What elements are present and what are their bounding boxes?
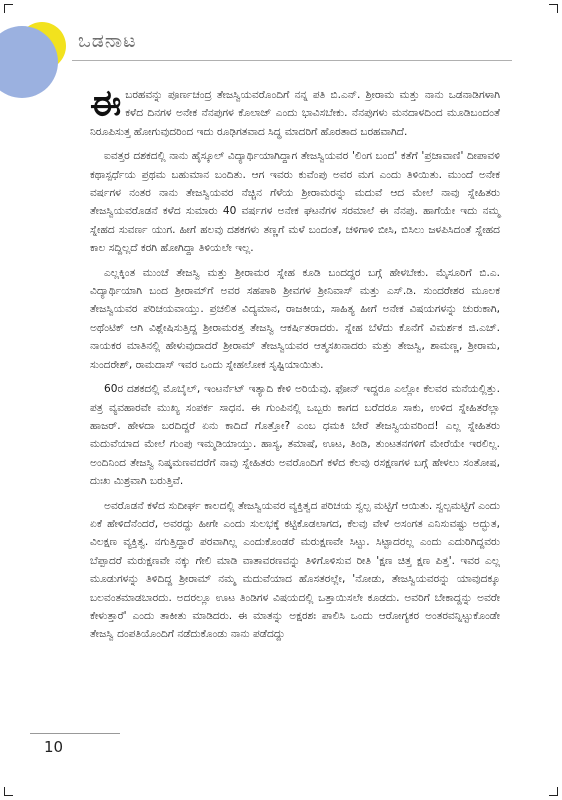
article-body (90, 83, 500, 650)
page-number: 10 (44, 738, 64, 756)
crop-mark-bottom-right (549, 787, 558, 796)
decorative-circles (0, 0, 70, 110)
crop-mark-top-right (549, 4, 558, 13)
page-header-title: ಒಡನಾಟ (78, 30, 137, 52)
paragraph-5: ಅವರೊಡನೆ ಕಳೆದ ಸುದೀರ್ಘ ಕಾಲದಲ್ಲಿ ತೇಜಸ್ವಿಯವರ ವ್ಯಕ್ತಿತ್ವದ ಪರಿಚಯ ಸ್ವಲ್ಪ ಮಟ್ಟಿಗೆ ಆಯಿತು. ಸ್ವಲ್ಪಮಟ್ಟಿಗೆ ಎಂದು ಏಕೆ ಹೇಳಿದೆನೆಂದರೆ, ಅವರದ್ದು ಹೀಗೇ ಎಂದು ಸುಲಭಕ್ಕೆ ಕಟ್ಟಿಕೊಡಲಾಗದ, ಕೆಲವು ವೇಳೆ ಅಸಂಗತ ಎನಿಸುವಷ್ಟು ಅದ್ಭುತ, ವಿಲಕ್ಷಣ ವ್ಯಕ್ತಿತ್ವ. ನಗುತ್ತಿದ್ದಾರೆ ಪರವಾಗಿಲ್ಲ ಎಂದುಕೊಂಡರೆ ಮರುಕ್ಷಣವೇ ಸಿಟ್ಟು. ಸಿಟ್ಟಾದರಲ್ಲ ಎಂದು ಎದುರಿಗಿದ್ದವರು ಬೆಪ್ಪಾದರೆ ಮರುಕ್ಷಣವೇ ನಕ್ಕು ಗೇಲಿ ಮಾಡಿ ವಾತಾವರಣವನ್ನು ತಿಳಿಗೊಳಿಸುವ ರೀತಿ 'ಕ್ಷಣ ಚಿತ್ತ ಕ್ಷಣ ಪಿತ್ತ'. ಇವರ ಎಲ್ಲ ಮೂಡುಗಳನ್ನು ತಿಳಿದಿದ್ದ ಶ್ರೀರಾಮ್ ನಮ್ಮ ಮದುವೆಯಾದ ಹೊಸತರಲ್ಲೇ, 'ನೋಡು, ತೇಜಸ್ವಿಯವರನ್ನು ಯಾವುದಕ್ಕೂ ಬಲವಂತಮಾಡಬಾರದು. ಅದರಲ್ಲೂ ಊಟ ತಿಂಡಿಗಳ ವಿಷಯದಲ್ಲಿ ಒತ್ತಾಯಿಸಲೇ ಕೂಡದು. ಅವರಿಗೆ ಬೇಕಾದ್ದನ್ನು ಅವರೇ ಕೇಳುತ್ತಾರೆ' ಎಂದು ತಾಕೀತು ಮಾಡಿದರು. ಈ ಮಾತನ್ನು ಅಕ್ಷರಶಃ ಪಾಲಿಸಿ ಒಂದು ಆರೋಗ್ಯಕರ ಅಂತರವನ್ನಿಟ್ಟುಕೊಂಡೇ ತೇಜಸ್ವಿ ದಂಪತಿಯೊಂದಿಗೆ ನಡೆದುಕೊಂಡು ನಾನು ಪಡೆದದ್ದು (90, 499, 500, 641)
footer-divider (30, 733, 120, 734)
drop-cap: ಈ (90, 83, 122, 124)
paragraph-1 (90, 83, 500, 141)
paragraph-3: ಎಲ್ಲಕ್ಕಿಂತ ಮುಂಚೆ ತೇಜಸ್ವಿ ಮತ್ತು ಶ್ರೀರಾಮರ ಸ್ನೇಹ ಕೂಡಿ ಬಂದದ್ದರ ಬಗ್ಗೆ ಹೇಳಬೇಕು. ಮೈಸೂರಿಗೆ ಬಿ.ಎ. ವಿದ್ಯಾರ್ಥಿಯಾಗಿ ಬಂದ ಶ್ರೀರಾಮ್‌ಗೆ ಅವರ ಸಹಪಾಠಿ ಶ್ರೀವಗಳ ಶ್ರೀನಿವಾಸ್ ಮತ್ತು ಎಸ್.ಡಿ. ಸುಂದರೇಶರ ಮೂಲಕ ತೇಜಸ್ವಿಯವರ ಪರಿಚಯವಾಯ್ತು. ಪ್ರಚಲಿತ ವಿದ್ಯಮಾನ, ರಾಜಕೀಯ, ಸಾಹಿತ್ಯ ಹೀಗೆ ಅನೇಕ ವಿಷಯಗಳನ್ನು ಚುರುಕಾಗಿ, ಅಥೆಂಟಿಕ್ ಆಗಿ ವಿಶ್ಲೇಷಿಸುತ್ತಿದ್ದ ಶ್ರೀರಾಮರತ್ತ ತೇಜಸ್ವಿ ಆಕರ್ಷಿತರಾದರು. ಸ್ನೇಹ ಬೆಳೆದು ಕೊನೆಗೆ ವಿಮರ್ಶಕ ಜಿ.ಎಚ್. ನಾಯಕರ ಮಾತಿನಲ್ಲಿ ಹೇಳುವುದಾದರೆ ಶ್ರೀರಾಮ್ ತೇಜಸ್ವಿಯವರ ಆತ್ಮಸಖನಾದರು ಮತ್ತು ತೇಜಸ್ವಿ, ಶಾಮಣ್ಣ, ಶ್ರೀರಾಮ, ಸುಂದರೇಶ್, ರಾಮದಾಸ್ ಇವರ ಒಂದು ಸ್ನೇಹಲೋಕ ಸೃಷ್ಟಿಯಾಯಿತು. (90, 266, 500, 371)
crop-mark-bottom-left (4, 787, 13, 796)
header-divider (72, 60, 512, 61)
paragraph-1-text: ಬರಹವನ್ನು ಪೂರ್ಣಚಂದ್ರ ತೇಜಸ್ವಿಯವರೊಂದಿಗೆ ನನ್ನ ಪತಿ ಬಿ.ಎನ್. ಶ್ರೀರಾಮ ಮತ್ತು ನಾನು ಒಡನಾಡಿಗಳಾಗಿ ಕಳೆದ ದಿನಗಳ ಅನೇಕ ನೆನಪುಗಳ ಕೊಲಾಜ್ ಎಂದು ಭಾವಿಸಬೇಕು. ನೆನಪುಗಳು ಮನದಾಳದಿಂದ ಮೂಡಿಬಂದಂತೆ ನಿರೂಪಿಸುತ್ತ ಹೋಗುವುದರಿಂದ ಇದು ರೂಢಿಗತವಾದ ಸಿದ್ಧ ಮಾದರಿಗೆ ಹೊರತಾದ ಬರಹವಾಗಿದೆ. (90, 89, 500, 138)
paragraph-2: ಐವತ್ತರ ದಶಕದಲ್ಲಿ ನಾನು ಹೈಸ್ಕೂಲ್ ವಿದ್ಯಾರ್ಥಿಯಾಗಿದ್ದಾಗ ತೇಜಸ್ವಿಯವರ 'ಲಿಂಗ ಬಂದ' ಕತೆಗೆ 'ಪ್ರಜಾವಾಣಿ' ದೀಪಾವಳಿ ಕಥಾಸ್ಪರ್ಧೆಯ ಪ್ರಥಮ ಬಹುಮಾನ ಬಂದಿತು. ಆಗ ಇವರು ಕುವೆಂಪು ಅವರ ಮಗ ಎಂದು ತಿಳಿಯಿತು. ಮುಂದೆ ಅನೇಕ ವರ್ಷಗಳ ನಂತರ ನಾನು ತೇಜಸ್ವಿಯವರ ನೆಚ್ಚಿನ ಗೆಳೆಯ ಶ್ರೀರಾಮರನ್ನು ಮದುವೆ ಆದ ಮೇಲೆ ನಾವು ಸ್ನೇಹಿತರು ತೇಜಸ್ವಿಯವರೊಡನೆ ಕಳೆದ ಸುಮಾರು 40 ವರ್ಷಗಳ ಅನೇಕ ಘಟನೆಗಳ ಸರಮಾಲೆ ಈ ನೆನಪು. ಹಾಗೆಯೇ ಇದು ನಮ್ಮ ಸ್ನೇಹದ ಸುವರ್ಣ ಯುಗ. ಹೀಗೆ ಹಲವು ದಶಕಗಳು ತಣ್ಣಗೆ ಮಳೆ ಬಂದಂತೆ, ಚಳಿಗಾಳಿ ಬೀಸಿ, ಬಿಸಿಲು ಜಳಪಿಸಿದಂತೆ ಸ್ನೇಹದ ಕಾಲ ಸದ್ದಿಲ್ಲದೆ ಕರಗಿ ಹೋಗಿದ್ದಾ ತಿಳಿಯಲೇ ಇಲ್ಲ. (90, 150, 500, 255)
paragraph-4: 60ರ ದಶಕದಲ್ಲಿ ಮೊಬೈಲ್, ಇಂಟರ್ನೆಟ್ ಇತ್ಯಾದಿ ಕೇಳಿ ಅರಿಯೆವು. ಫೋನ್ ಇದ್ದರೂ ಎಲ್ಲೋ ಕೆಲವರ ಮನೆಯಲ್ಲಿತ್ತು. ಪತ್ರ ವ್ಯವಹಾರವೇ ಮುಖ್ಯ ಸಂಪರ್ಕ ಸಾಧನ. ಈ ಗುಂಪಿನಲ್ಲಿ ಒಬ್ಬರು ಕಾಗದ ಬರೆದರೂ ಸಾಕು, ಉಳಿದ ಸ್ನೇಹಿತರೆಲ್ಲಾ ಹಾಜರ್. ಹೇಳದಾ ಬರದಿದ್ದರೆ ಏನು ಕಾದಿದೆ ಗೊತ್ತೋ? ಎಂಬ ಧಮಕಿ ಬೇರೆ ತೇಜಸ್ವಿಯವರಿಂದ! ಎಲ್ಲ ಸ್ನೇಹಿತರು ಮದುವೆಯಾದ ಮೇಲೆ ಗುಂಪು ಇಮ್ಮಡಿಯಾಯ್ತು. ಹಾಸ್ಯ, ತಮಾಷೆ, ಊಟ, ತಿಂಡಿ, ತುಂಟತನಗಳಿಗೆ ಮೇರೆಯೇ ಇರಲಿಲ್ಲ. ಅಂದಿನಿಂದ ತೇಜಸ್ವಿ ನಿಷ್ಕಮಣವದರೆಗೆ ನಾವು ಸ್ನೇಹಿತರು ಅವರೊಂದಿಗೆ ಕಳೆದ ಕೆಲವು ರಸಕ್ಷಣಗಳ ಬಗ್ಗೆ ಹೇಳಲು ಸಂತೋಷ, ದುಃಖ ಮಿಶ್ರವಾಗಿ ಬರುತ್ತಿವೆ. (90, 383, 500, 488)
